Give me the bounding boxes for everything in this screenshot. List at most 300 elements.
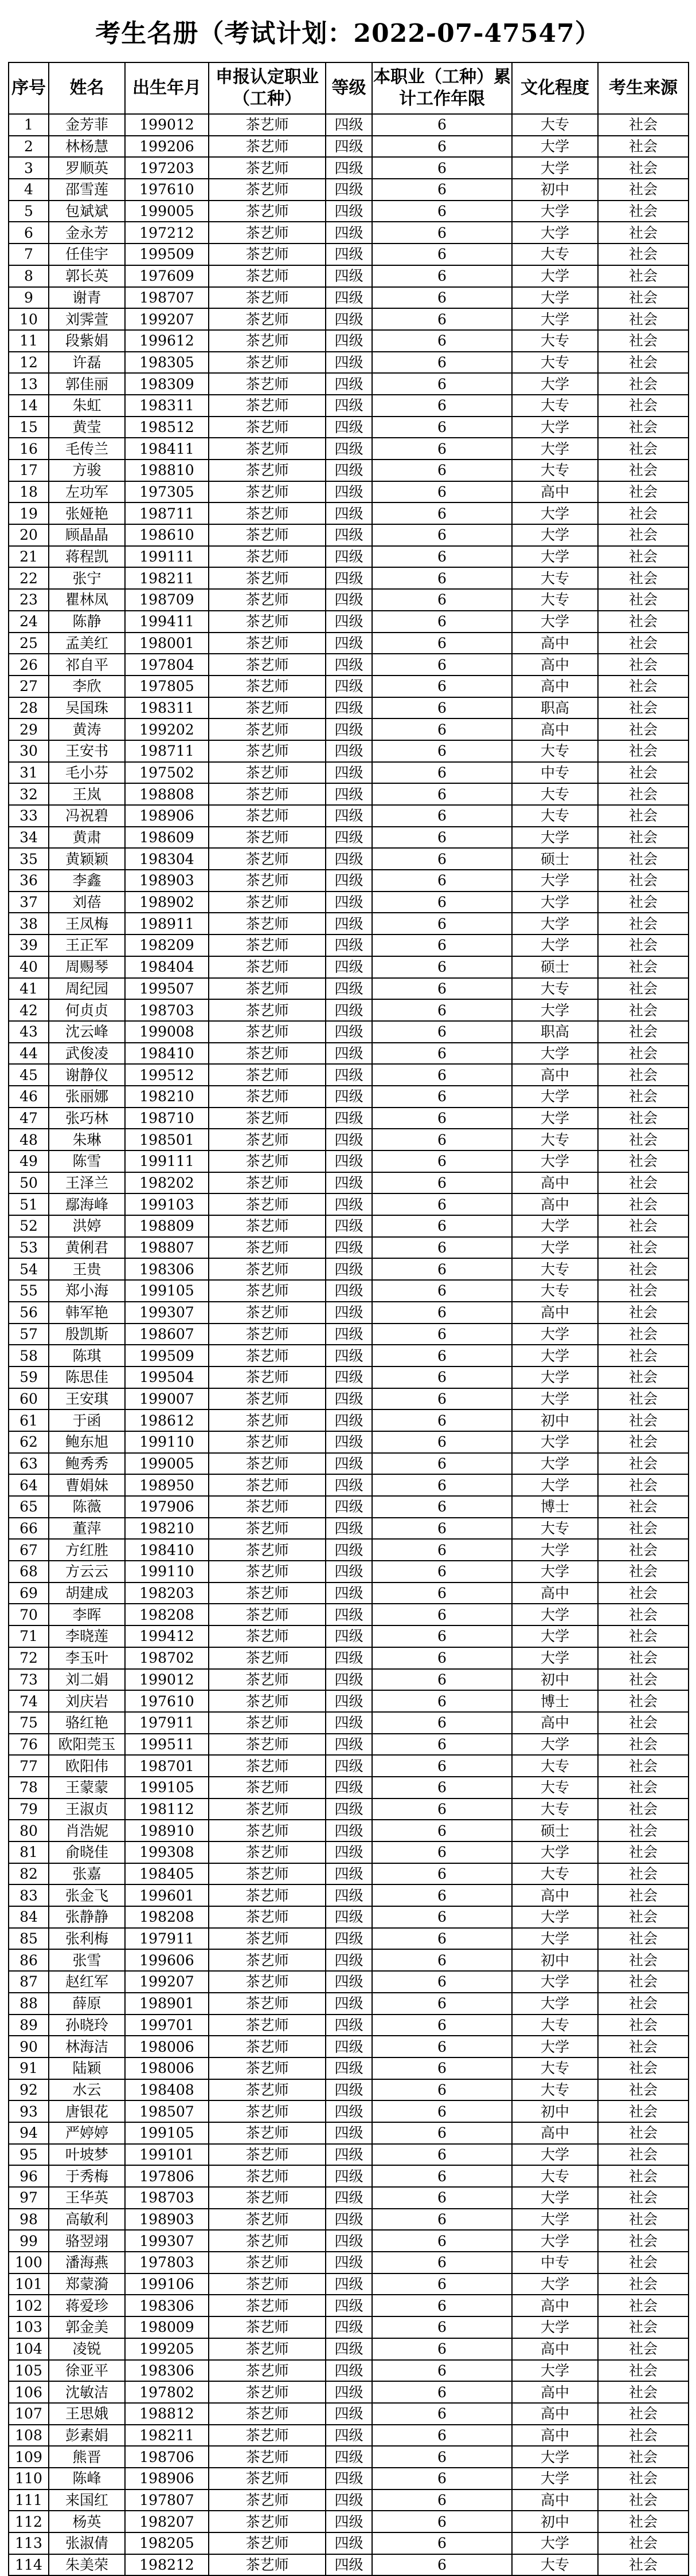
cell-name: 张静静 — [49, 1906, 125, 1928]
cell-serial-number: 107 — [9, 2403, 49, 2425]
cell-source: 社会 — [598, 1237, 689, 1259]
cell-source: 社会 — [598, 1884, 689, 1906]
table-row — [9, 999, 689, 1021]
cell-birth-date: 198001 — [125, 633, 209, 654]
cell-birth-date: 198911 — [125, 913, 209, 934]
cell-name: 黄涛 — [49, 718, 125, 740]
cell-serial-number: 59 — [9, 1366, 49, 1388]
cell-education: 大专 — [512, 244, 598, 265]
cell-work-years: 6 — [372, 1193, 512, 1215]
cell-work-years: 6 — [372, 1625, 512, 1647]
cell-serial-number: 23 — [9, 589, 49, 611]
cell-work-years: 6 — [372, 1993, 512, 2015]
cell-education: 中专 — [512, 2252, 598, 2273]
cell-occupation: 茶艺师 — [209, 1841, 326, 1863]
cell-birth-date: 198411 — [125, 438, 209, 460]
cell-source: 社会 — [598, 1841, 689, 1863]
cell-education: 硕士 — [512, 848, 598, 870]
cell-work-years: 6 — [372, 265, 512, 287]
cell-work-years: 6 — [372, 654, 512, 676]
cell-birth-date: 199005 — [125, 1453, 209, 1475]
cell-birth-date: 198507 — [125, 2100, 209, 2122]
table-row — [9, 1345, 689, 1366]
cell-work-years: 6 — [372, 1928, 512, 1950]
cell-level: 四级 — [326, 2295, 372, 2316]
table-row — [9, 1604, 689, 1625]
cell-occupation: 茶艺师 — [209, 1690, 326, 1712]
cell-education: 大学 — [512, 1388, 598, 1410]
cell-source: 社会 — [598, 718, 689, 740]
cell-source: 社会 — [598, 1820, 689, 1841]
cell-work-years: 6 — [372, 1280, 512, 1302]
cell-work-years: 6 — [372, 1409, 512, 1431]
cell-name: 张金飞 — [49, 1884, 125, 1906]
cell-level: 四级 — [326, 1150, 372, 1172]
cell-occupation: 茶艺师 — [209, 1604, 326, 1625]
cell-education: 大专 — [512, 978, 598, 1000]
cell-level: 四级 — [326, 611, 372, 633]
cell-serial-number: 63 — [9, 1453, 49, 1475]
cell-birth-date: 198701 — [125, 1755, 209, 1777]
header-occupation: 申报认定职业（工种） — [209, 62, 326, 114]
cell-birth-date: 197911 — [125, 1928, 209, 1950]
cell-education: 大学 — [512, 1453, 598, 1475]
cell-name: 黄颖颖 — [49, 848, 125, 870]
cell-occupation: 茶艺师 — [209, 1799, 326, 1820]
cell-education: 高中 — [512, 1712, 598, 1734]
cell-occupation: 茶艺师 — [209, 417, 326, 438]
table-row — [9, 956, 689, 978]
cell-name: 陈琪 — [49, 1345, 125, 1366]
cell-education: 大专 — [512, 1863, 598, 1885]
cell-level: 四级 — [326, 1647, 372, 1669]
cell-education: 大学 — [512, 201, 598, 222]
cell-birth-date: 198112 — [125, 1799, 209, 1820]
cell-work-years: 6 — [372, 1172, 512, 1194]
cell-education: 大学 — [512, 1345, 598, 1366]
cell-source: 社会 — [598, 481, 689, 503]
cell-serial-number: 103 — [9, 2316, 49, 2338]
cell-serial-number: 93 — [9, 2100, 49, 2122]
cell-serial-number: 102 — [9, 2295, 49, 2316]
table-row — [9, 1108, 689, 1129]
cell-occupation: 茶艺师 — [209, 848, 326, 870]
cell-education: 高中 — [512, 2338, 598, 2360]
cell-name: 杨英 — [49, 2511, 125, 2532]
cell-serial-number: 87 — [9, 1971, 49, 1993]
cell-level: 四级 — [326, 1258, 372, 1280]
table-row — [9, 676, 689, 697]
cell-education: 大学 — [512, 265, 598, 287]
cell-education: 高中 — [512, 718, 598, 740]
cell-work-years: 6 — [372, 1108, 512, 1129]
cell-work-years: 6 — [372, 2036, 512, 2057]
cell-education: 大学 — [512, 2532, 598, 2554]
cell-level: 四级 — [326, 1928, 372, 1950]
table-row — [9, 1647, 689, 1669]
cell-birth-date: 198306 — [125, 2360, 209, 2382]
cell-birth-date: 198709 — [125, 589, 209, 611]
cell-birth-date: 198901 — [125, 1993, 209, 2015]
cell-level: 四级 — [326, 2403, 372, 2425]
cell-serial-number: 106 — [9, 2381, 49, 2403]
cell-occupation: 茶艺师 — [209, 2230, 326, 2252]
cell-source: 社会 — [598, 1345, 689, 1366]
cell-birth-date: 197906 — [125, 1496, 209, 1518]
cell-level: 四级 — [326, 2532, 372, 2554]
cell-work-years: 6 — [372, 1237, 512, 1259]
cell-level: 四级 — [326, 1324, 372, 1345]
cell-source: 社会 — [598, 697, 689, 719]
cell-work-years: 6 — [372, 1064, 512, 1086]
table-row — [9, 2122, 689, 2144]
cell-level: 四级 — [326, 1949, 372, 1971]
cell-source: 社会 — [598, 1604, 689, 1625]
cell-source: 社会 — [598, 1928, 689, 1950]
cell-serial-number: 31 — [9, 762, 49, 784]
cell-occupation: 茶艺师 — [209, 2316, 326, 2338]
cell-level: 四级 — [326, 2381, 372, 2403]
cell-birth-date: 199308 — [125, 1841, 209, 1863]
cell-birth-date: 199606 — [125, 1949, 209, 1971]
cell-serial-number: 58 — [9, 1345, 49, 1366]
table-row — [9, 1949, 689, 1971]
cell-work-years: 6 — [372, 1841, 512, 1863]
cell-occupation: 茶艺师 — [209, 1453, 326, 1475]
cell-birth-date: 199206 — [125, 136, 209, 158]
cell-name: 李晓莲 — [49, 1625, 125, 1647]
cell-work-years: 6 — [372, 308, 512, 330]
cell-source: 社会 — [598, 179, 689, 201]
cell-education: 初中 — [512, 1949, 598, 1971]
table-row — [9, 718, 689, 740]
cell-birth-date: 198512 — [125, 417, 209, 438]
table-row — [9, 633, 689, 654]
cell-work-years: 6 — [372, 1518, 512, 1540]
cell-birth-date: 198710 — [125, 1108, 209, 1129]
cell-source: 社会 — [598, 1302, 689, 1324]
table-row — [9, 1453, 689, 1475]
cell-source: 社会 — [598, 2165, 689, 2187]
cell-serial-number: 39 — [9, 934, 49, 956]
cell-name: 朱美荣 — [49, 2554, 125, 2576]
cell-work-years: 6 — [372, 611, 512, 633]
cell-source: 社会 — [598, 1518, 689, 1540]
cell-birth-date: 199205 — [125, 2338, 209, 2360]
cell-birth-date: 198808 — [125, 783, 209, 805]
cell-work-years: 6 — [372, 157, 512, 179]
table-row — [9, 654, 689, 676]
cell-name: 王华英 — [49, 2187, 125, 2209]
cell-level: 四级 — [326, 1820, 372, 1841]
cell-occupation: 茶艺师 — [209, 2273, 326, 2295]
cell-level: 四级 — [326, 417, 372, 438]
cell-birth-date: 198211 — [125, 2425, 209, 2447]
cell-education: 大学 — [512, 999, 598, 1021]
cell-work-years: 6 — [372, 783, 512, 805]
cell-level: 四级 — [326, 502, 372, 524]
cell-name: 任佳宇 — [49, 244, 125, 265]
cell-birth-date: 197806 — [125, 2165, 209, 2187]
cell-birth-date: 199106 — [125, 2273, 209, 2295]
cell-birth-date: 198009 — [125, 2316, 209, 2338]
cell-source: 社会 — [598, 2468, 689, 2489]
cell-source: 社会 — [598, 546, 689, 568]
cell-occupation: 茶艺师 — [209, 1172, 326, 1194]
cell-birth-date: 198212 — [125, 2554, 209, 2576]
header-birth-date: 出生年月 — [125, 62, 209, 114]
table-row — [9, 157, 689, 179]
cell-work-years: 6 — [372, 805, 512, 827]
cell-source: 社会 — [598, 1043, 689, 1065]
cell-education: 大学 — [512, 2036, 598, 2057]
cell-serial-number: 79 — [9, 1799, 49, 1820]
cell-name: 郑小海 — [49, 1280, 125, 1302]
cell-source: 社会 — [598, 222, 689, 244]
cell-education: 大学 — [512, 913, 598, 934]
cell-level: 四级 — [326, 1799, 372, 1820]
cell-education: 中专 — [512, 762, 598, 784]
cell-occupation: 茶艺师 — [209, 1884, 326, 1906]
cell-serial-number: 18 — [9, 481, 49, 503]
cell-education: 大专 — [512, 589, 598, 611]
table-row — [9, 2100, 689, 2122]
cell-level: 四级 — [326, 546, 372, 568]
cell-name: 陈峰 — [49, 2468, 125, 2489]
cell-level: 四级 — [326, 740, 372, 762]
cell-occupation: 茶艺师 — [209, 352, 326, 374]
cell-name: 鲍东旭 — [49, 1431, 125, 1453]
table-row — [9, 1193, 689, 1215]
cell-level: 四级 — [326, 373, 372, 395]
cell-serial-number: 62 — [9, 1431, 49, 1453]
cell-birth-date: 199101 — [125, 2144, 209, 2166]
cell-education: 大学 — [512, 438, 598, 460]
table-row — [9, 892, 689, 913]
cell-serial-number: 7 — [9, 244, 49, 265]
cell-level: 四级 — [326, 1129, 372, 1150]
cell-education: 高中 — [512, 654, 598, 676]
cell-name: 刘蓓 — [49, 892, 125, 913]
table-row — [9, 2187, 689, 2209]
cell-occupation: 茶艺师 — [209, 330, 326, 352]
cell-birth-date: 199202 — [125, 718, 209, 740]
cell-name: 骆翌翊 — [49, 2230, 125, 2252]
cell-serial-number: 85 — [9, 1928, 49, 1950]
cell-source: 社会 — [598, 956, 689, 978]
cell-work-years: 6 — [372, 1690, 512, 1712]
cell-name: 刘庆岩 — [49, 1690, 125, 1712]
cell-source: 社会 — [598, 1993, 689, 2015]
cell-occupation: 茶艺师 — [209, 1215, 326, 1237]
cell-birth-date: 199012 — [125, 114, 209, 136]
cell-occupation: 茶艺师 — [209, 589, 326, 611]
cell-education: 大专 — [512, 2057, 598, 2079]
header-education: 文化程度 — [512, 62, 598, 114]
cell-education: 大学 — [512, 1928, 598, 1950]
cell-name: 欧阳莞玉 — [49, 1734, 125, 1756]
cell-source: 社会 — [598, 2381, 689, 2403]
cell-education: 大学 — [512, 308, 598, 330]
cell-work-years: 6 — [372, 2468, 512, 2489]
table-row — [9, 2316, 689, 2338]
cell-level: 四级 — [326, 567, 372, 589]
table-row — [9, 978, 689, 1000]
cell-education: 大学 — [512, 502, 598, 524]
cell-serial-number: 112 — [9, 2511, 49, 2532]
cell-occupation: 茶艺师 — [209, 2100, 326, 2122]
cell-serial-number: 37 — [9, 892, 49, 913]
cell-source: 社会 — [598, 2252, 689, 2273]
cell-occupation: 茶艺师 — [209, 1064, 326, 1086]
cell-birth-date: 199307 — [125, 2230, 209, 2252]
cell-source: 社会 — [598, 1388, 689, 1410]
cell-level: 四级 — [326, 870, 372, 892]
cell-birth-date: 198711 — [125, 502, 209, 524]
cell-work-years: 6 — [372, 1820, 512, 1841]
cell-serial-number: 109 — [9, 2446, 49, 2468]
cell-birth-date: 197803 — [125, 2252, 209, 2273]
cell-birth-date: 198609 — [125, 827, 209, 849]
cell-level: 四级 — [326, 287, 372, 309]
table-row — [9, 1366, 689, 1388]
cell-education: 大专 — [512, 1258, 598, 1280]
cell-name: 于函 — [49, 1409, 125, 1431]
cell-education: 大学 — [512, 2316, 598, 2338]
cell-work-years: 6 — [372, 2381, 512, 2403]
cell-birth-date: 198501 — [125, 1129, 209, 1150]
cell-name: 韩军艳 — [49, 1302, 125, 1324]
cell-occupation: 茶艺师 — [209, 373, 326, 395]
cell-occupation: 茶艺师 — [209, 978, 326, 1000]
cell-name: 高敏利 — [49, 2209, 125, 2231]
cell-birth-date: 199504 — [125, 1366, 209, 1388]
cell-birth-date: 198707 — [125, 287, 209, 309]
cell-name: 金芳菲 — [49, 114, 125, 136]
cell-education: 大学 — [512, 1906, 598, 1928]
cell-occupation: 茶艺师 — [209, 2079, 326, 2101]
cell-level: 四级 — [326, 2425, 372, 2447]
cell-education: 大学 — [512, 934, 598, 956]
cell-birth-date: 199111 — [125, 546, 209, 568]
candidate-roster-table — [8, 62, 689, 2576]
cell-level: 四级 — [326, 2144, 372, 2166]
cell-education: 高中 — [512, 481, 598, 503]
table-row — [9, 502, 689, 524]
cell-work-years: 6 — [372, 2295, 512, 2316]
cell-source: 社会 — [598, 805, 689, 827]
cell-education: 大专 — [512, 352, 598, 374]
cell-birth-date: 198607 — [125, 1324, 209, 1345]
cell-source: 社会 — [598, 438, 689, 460]
table-row — [9, 417, 689, 438]
cell-name: 张嘉 — [49, 1863, 125, 1885]
cell-birth-date: 198210 — [125, 1086, 209, 1108]
cell-level: 四级 — [326, 2079, 372, 2101]
cell-level: 四级 — [326, 438, 372, 460]
cell-serial-number: 17 — [9, 460, 49, 481]
cell-level: 四级 — [326, 2230, 372, 2252]
table-row — [9, 1841, 689, 1863]
table-row — [9, 913, 689, 934]
cell-name: 祁自平 — [49, 654, 125, 676]
cell-education: 大学 — [512, 417, 598, 438]
table-row — [9, 2403, 689, 2425]
cell-source: 社会 — [598, 1949, 689, 1971]
cell-work-years: 6 — [372, 2403, 512, 2425]
cell-level: 四级 — [326, 201, 372, 222]
cell-level: 四级 — [326, 913, 372, 934]
cell-source: 社会 — [598, 1474, 689, 1496]
cell-source: 社会 — [598, 1086, 689, 1108]
header-name: 姓名 — [49, 62, 125, 114]
cell-level: 四级 — [326, 1690, 372, 1712]
cell-birth-date: 199110 — [125, 1431, 209, 1453]
cell-work-years: 6 — [372, 1669, 512, 1691]
cell-name: 孟美红 — [49, 633, 125, 654]
cell-serial-number: 15 — [9, 417, 49, 438]
cell-serial-number: 91 — [9, 2057, 49, 2079]
cell-birth-date: 198210 — [125, 1518, 209, 1540]
cell-source: 社会 — [598, 265, 689, 287]
cell-level: 四级 — [326, 1193, 372, 1215]
table-row — [9, 1150, 689, 1172]
cell-work-years: 6 — [372, 892, 512, 913]
cell-source: 社会 — [598, 2079, 689, 2101]
cell-education: 初中 — [512, 2100, 598, 2122]
cell-source: 社会 — [598, 2036, 689, 2057]
table-row — [9, 179, 689, 201]
cell-name: 凌锐 — [49, 2338, 125, 2360]
cell-name: 方云云 — [49, 1561, 125, 1582]
cell-source: 社会 — [598, 783, 689, 805]
cell-level: 四级 — [326, 762, 372, 784]
cell-level: 四级 — [326, 1712, 372, 1734]
cell-occupation: 茶艺师 — [209, 2532, 326, 2554]
cell-source: 社会 — [598, 1129, 689, 1150]
cell-birth-date: 198610 — [125, 524, 209, 546]
cell-occupation: 茶艺师 — [209, 676, 326, 697]
cell-level: 四级 — [326, 157, 372, 179]
cell-source: 社会 — [598, 114, 689, 136]
table-row — [9, 438, 689, 460]
cell-birth-date: 198810 — [125, 460, 209, 481]
cell-source: 社会 — [598, 201, 689, 222]
cell-level: 四级 — [326, 1474, 372, 1496]
table-row — [9, 481, 689, 503]
cell-level: 四级 — [326, 2209, 372, 2231]
cell-name: 黄莹 — [49, 417, 125, 438]
cell-birth-date: 198208 — [125, 1906, 209, 1928]
cell-serial-number: 11 — [9, 330, 49, 352]
table-row — [9, 934, 689, 956]
cell-name: 林海洁 — [49, 2036, 125, 2057]
cell-level: 四级 — [326, 2489, 372, 2511]
cell-education: 高中 — [512, 676, 598, 697]
cell-occupation: 茶艺师 — [209, 2057, 326, 2079]
cell-work-years: 6 — [372, 1561, 512, 1582]
cell-education: 大专 — [512, 1777, 598, 1799]
table-row — [9, 567, 689, 589]
cell-birth-date: 198404 — [125, 956, 209, 978]
cell-occupation: 茶艺师 — [209, 1150, 326, 1172]
cell-name: 鲍秀秀 — [49, 1453, 125, 1475]
cell-occupation: 茶艺师 — [209, 1496, 326, 1518]
cell-birth-date: 198209 — [125, 934, 209, 956]
cell-source: 社会 — [598, 611, 689, 633]
cell-work-years: 6 — [372, 633, 512, 654]
cell-level: 四级 — [326, 934, 372, 956]
